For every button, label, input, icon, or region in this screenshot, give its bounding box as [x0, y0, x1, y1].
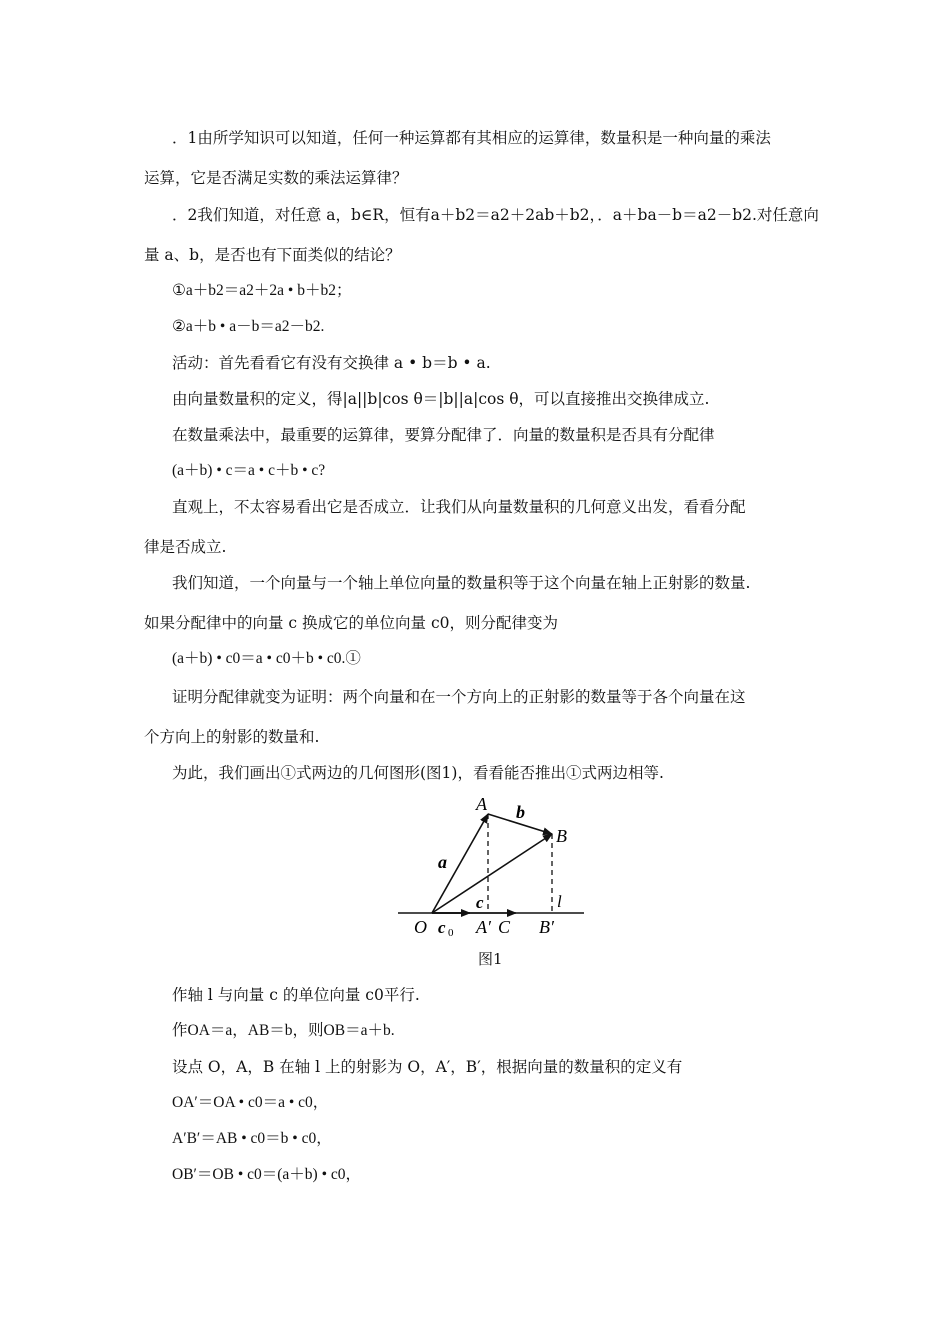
- label-b: b: [516, 802, 525, 822]
- text-line: 作轴 l 与向量 c 的单位向量 c0平行.: [172, 986, 420, 1004]
- formula-line: 作OA＝a，AB＝b，则OB＝a＋b.: [172, 1022, 395, 1039]
- label-a: a: [438, 852, 447, 872]
- label-A: A: [476, 794, 487, 814]
- text-line: 个方向上的射影的数量和.: [144, 728, 320, 746]
- label-C: C: [498, 917, 511, 937]
- text-line: 在数量乘法中，最重要的运算律，要算分配律了．向量的数量积是否具有分配律: [172, 426, 715, 444]
- formula-line: (a＋b) • c＝a • c＋b • c?: [172, 462, 326, 479]
- formula-line: OB′＝OB • c0＝(a＋b) • c0，: [172, 1166, 362, 1183]
- label-B: B: [556, 826, 567, 846]
- text-line: 直观上，不太容易看出它是否成立．让我们从向量数量积的几何意义出发，看看分配: [172, 498, 746, 516]
- label-O: O: [414, 917, 427, 937]
- label-B-prime: B′: [539, 917, 554, 937]
- text-line: ．2我们知道，对任意 a，b∈R，恒有a＋b2＝a2＋2ab＋b2，．a＋ba－b＝a2－b2.对任意向: [172, 206, 819, 224]
- label-c: c: [476, 893, 484, 912]
- text-line: 运算，它是否满足实数的乘法运算律？: [144, 169, 408, 187]
- text-line: 设点 O，A，B 在轴 l 上的射影为 O，A′，B′，根据向量的数量积的定义有: [172, 1058, 683, 1076]
- text-line: 我们知道，一个向量与一个轴上单位向量的数量积等于这个向量在轴上正射影的数量.: [172, 574, 751, 592]
- label-c0-subscript: 0: [448, 927, 454, 939]
- text-line: 证明分配律就变为证明：两个向量和在一个方向上的正射影的数量等于各个向量在这: [172, 688, 746, 706]
- label-c0: c: [438, 918, 446, 937]
- formula-line: ②a＋b • a－b＝a2－b2.: [172, 318, 325, 335]
- text-line: 如果分配律中的向量 c 换成它的单位向量 c0，则分配律变为: [144, 614, 559, 632]
- vector-diagram: [392, 790, 592, 950]
- formula-line: ①a＋b2＝a2＋2a • b＋b2；: [172, 282, 352, 299]
- formula-line: OA′＝OA • c0＝a • c0，: [172, 1094, 329, 1111]
- label-A-prime: A′: [476, 917, 491, 937]
- text-line: ．1由所学知识可以知道，任何一种运算都有其相应的运算律，数量积是一种向量的乘法: [172, 129, 771, 147]
- text-line: 律是否成立.: [144, 538, 227, 556]
- formula-line: A′B′＝AB • c0＝b • c0，: [172, 1130, 332, 1147]
- formula-line: (a＋b) • c0＝a • c0＋b • c0.①: [172, 650, 361, 667]
- text-line: 为此，我们画出①式两边的几何图形(图1)，看看能否推出①式两边相等.: [172, 764, 664, 782]
- text-line: 由向量数量积的定义，得|a||b|cos θ＝|b||a|cos θ，可以直接推出交换律成立.: [172, 390, 710, 408]
- text-line: 量 a、b，是否也有下面类似的结论？: [144, 246, 401, 264]
- vector-ob-arrow: [432, 834, 552, 913]
- text-line: 活动：首先看看它有没有交换律 a • b＝b • a.: [172, 354, 491, 372]
- label-l: l: [557, 892, 562, 911]
- figure-caption: 图1: [478, 950, 503, 968]
